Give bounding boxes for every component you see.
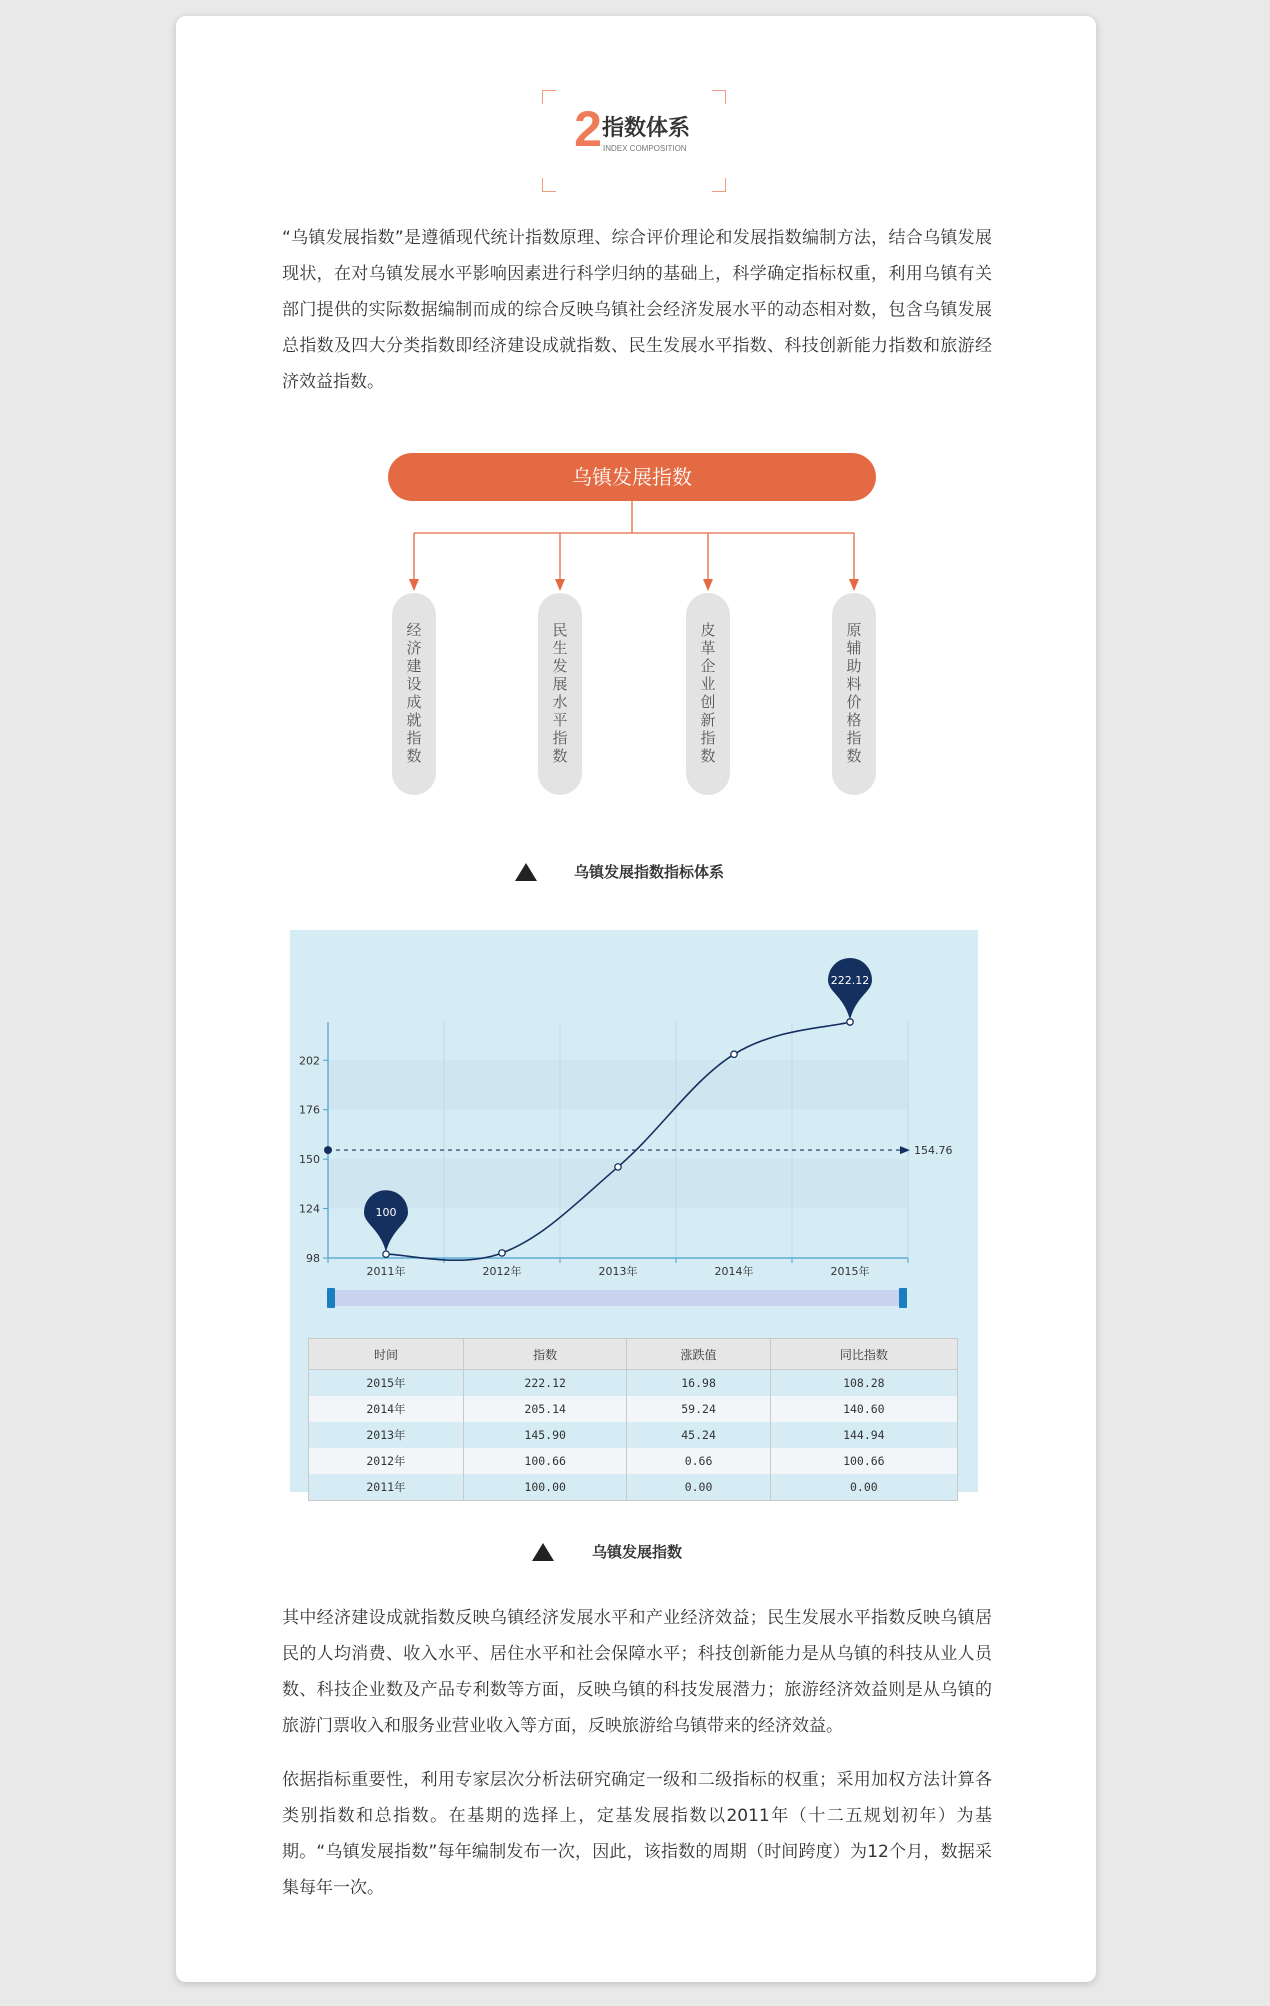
table-header: 涨跌值 [627, 1339, 770, 1370]
chart-caption: 乌镇发展指数 [592, 1543, 683, 1561]
data-point [731, 1051, 737, 1057]
y-tick-label: 202 [299, 1054, 320, 1068]
value-pin-label: 222.12 [830, 974, 870, 987]
tree-caption: 乌镇发展指数指标体系 [574, 863, 725, 881]
table-header: 同比指数 [770, 1339, 957, 1370]
index-root-node: 乌镇发展指数 [388, 453, 876, 501]
line-chart [290, 930, 978, 1330]
y-tick-label: 176 [299, 1103, 320, 1117]
content-card [176, 16, 1096, 1982]
y-tick-label: 150 [299, 1153, 320, 1167]
intro-paragraph: “乌镇发展指数”是遵循现代统计指数原理、综合评价理论和发展指数编制方法，结合乌镇发展现状，在对乌镇发展水平影响因素进行科学归纳的基础上，科学确定指标权重，利用乌镇有关部门提供的实际数据编制而成的综合反映乌镇社会经济发展水平的动态相对数，包含乌镇发展总指数及四大分类指数即经济建设成就指数、民生发展水平指数、科技创新能力指数和旅游经济效益指数。 [282, 228, 992, 392]
table-row: 2013年 145.90 45.24 144.94 [309, 1422, 958, 1448]
value-pin-label: 100 [375, 1206, 397, 1220]
index-child-node: 经济建设成就指数 [392, 593, 436, 795]
index-child-node: 皮革企业创新指数 [686, 593, 730, 795]
index-child-node: 民生发展水平指数 [538, 593, 582, 795]
x-tick-label: 2011年 [366, 1265, 406, 1278]
markline-start-dot [324, 1146, 332, 1154]
x-tick-label: 2012年 [482, 1265, 522, 1278]
section-number: 2 [574, 101, 602, 157]
section-title: 指数体系 [602, 116, 691, 141]
x-tick-label: 2015年 [830, 1265, 870, 1278]
markline-label: 154.76 [914, 1144, 953, 1158]
body-paragraph-1: 其中经济建设成就指数反映乌镇经济发展水平和产业经济效益；民生发展水平指数反映乌镇居民的人均消费、收入水平、居住水平和社会保障水平；科技创新能力是从乌镇的科技从业人员数、科技企业数及产品专利数等方面，反映乌镇的科技发展潜力；旅游经济效益则是从乌镇的旅游门票收入和服务业营业收入等方面，反映旅游给乌镇带来的经济效益。 [282, 1608, 992, 1736]
table-header: 时间 [309, 1339, 464, 1370]
grid-band [328, 1060, 908, 1109]
zoom-handle-right [899, 1288, 907, 1308]
body-paragraph-2: 依据指标重要性，利用专家层次分析法研究确定一级和二级指标的权重；采用加权方法计算各类别指数和总指数。在基期的选择上，定基发展指数以2011年（十二五规划初年）为基期。“乌镇发展指数”每年编制发布一次，因此，该指数的周期（时间跨度）为12个月，数据采集每年一次。 [282, 1770, 992, 1898]
data-point [615, 1164, 621, 1170]
index-child-node: 原辅助料价格指数 [832, 593, 876, 795]
caption-triangle-icon [515, 863, 537, 881]
series-line [386, 1022, 850, 1260]
table-row: 2011年 100.00 0.00 0.00 [309, 1474, 958, 1501]
chart-panel [290, 930, 978, 1492]
table-row: 2014年 205.14 59.24 140.60 [309, 1396, 958, 1422]
data-point [499, 1250, 505, 1256]
table-row: 2012年 100.66 0.66 100.66 [309, 1448, 958, 1474]
y-tick-label: 98 [306, 1252, 320, 1265]
table-row: 2015年 222.12 16.98 108.28 [309, 1370, 958, 1397]
value-pin-marker [828, 958, 872, 1020]
x-tick-label: 2014年 [714, 1265, 754, 1278]
caption-triangle-icon [532, 1543, 554, 1561]
x-tick-label: 2013年 [598, 1265, 638, 1278]
table-header: 指数 [463, 1339, 627, 1370]
index-data-table [308, 1338, 958, 1501]
zoom-handle-left [327, 1288, 335, 1308]
y-tick-label: 124 [299, 1202, 320, 1216]
value-pin-marker [364, 1190, 408, 1252]
tree-connectors [176, 501, 1096, 593]
zoom-slider-track [330, 1290, 904, 1306]
section-subtitle: INDEX COMPOSITION [603, 144, 687, 153]
